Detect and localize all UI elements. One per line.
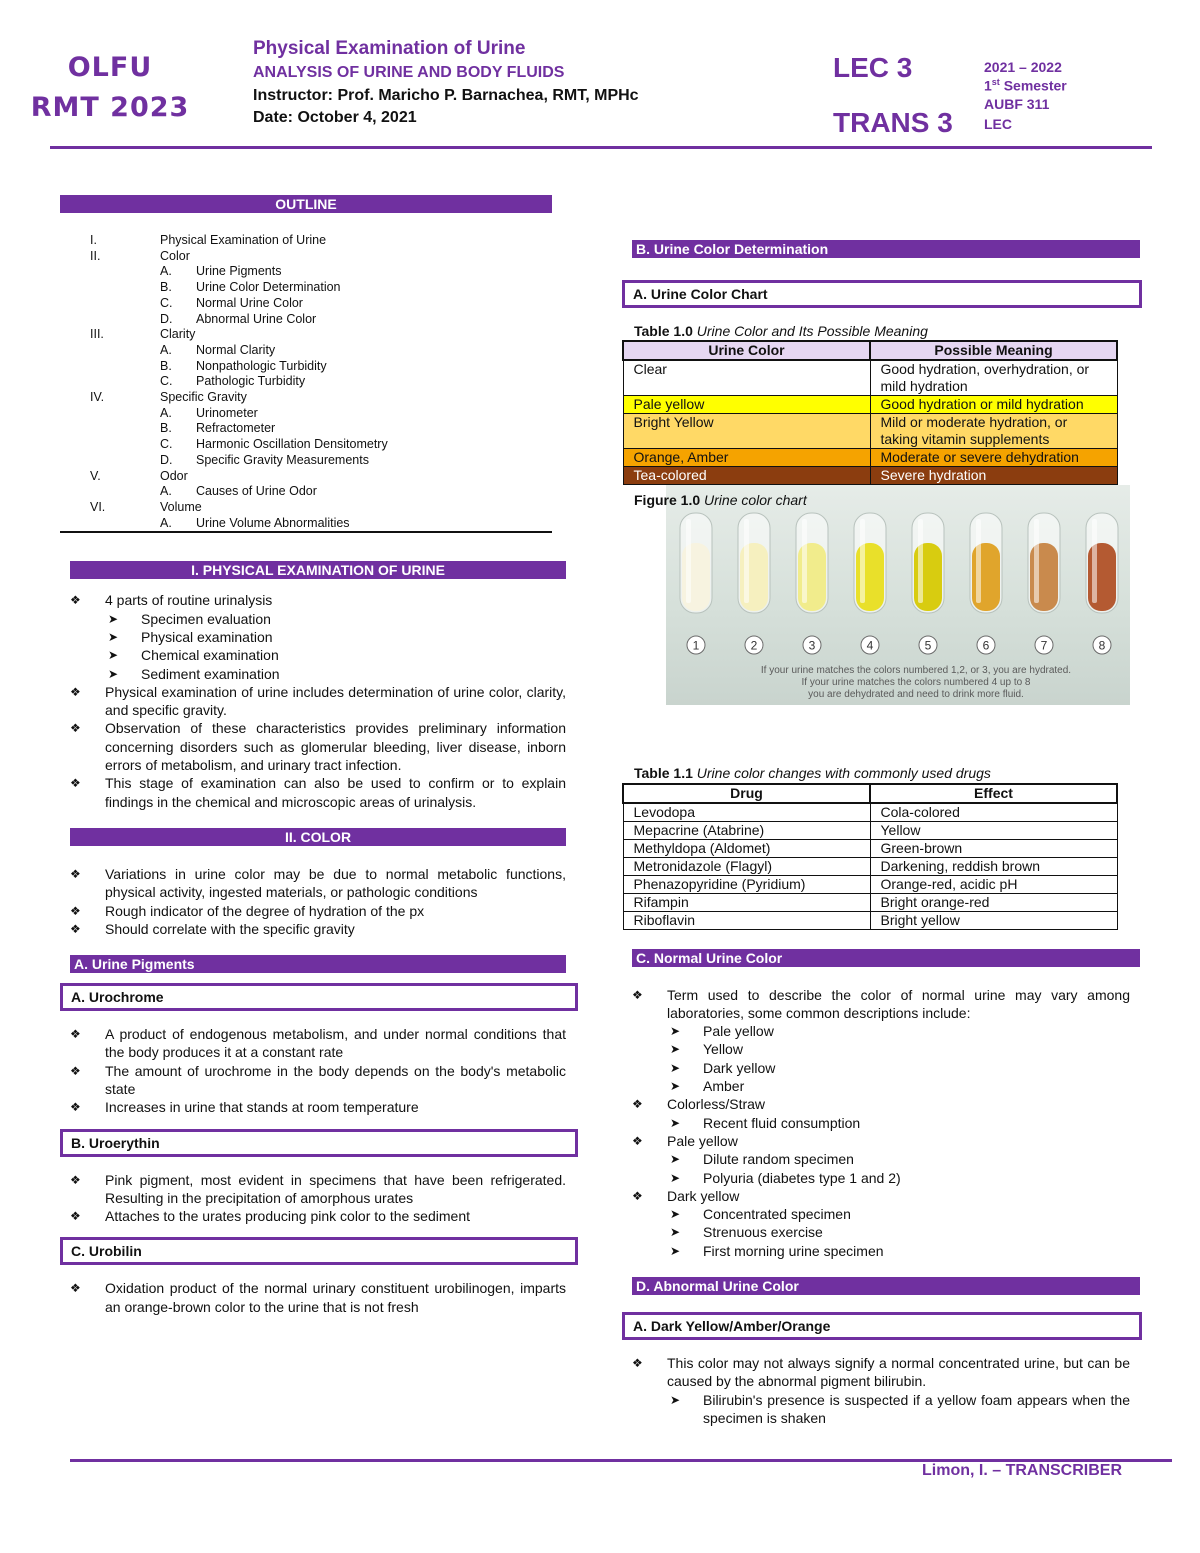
outline-subitem	[90, 406, 552, 422]
tube-number: 8	[1098, 638, 1106, 653]
outline-subitem-label: Harmonic Oscillation Densitometry	[196, 437, 388, 452]
table-cell-effect: Orange-red, acidic pH	[870, 875, 1117, 893]
table-cell-drug: Phenazopyridine (Pyridium)	[623, 875, 870, 893]
table-caption-text: Urine color changes with commonly used drugs	[696, 765, 991, 782]
figure-note: you are dehydrated and need to drink more fluid.	[808, 689, 1024, 701]
sub-list	[667, 1114, 1130, 1132]
table-cell-effect: Cola-colored	[870, 803, 1117, 822]
outline-subitem	[90, 264, 552, 280]
course-code: AUBF 311	[984, 96, 1050, 112]
table-caption	[634, 322, 1142, 340]
outline-block	[60, 233, 552, 533]
tube-number: 4	[866, 638, 874, 653]
outline-subitem	[90, 296, 552, 312]
outline-subitem-letter: A.	[160, 515, 172, 530]
sub-list	[667, 1205, 1130, 1260]
list-item: ➤ Sediment examination	[105, 665, 566, 683]
table-caption	[634, 764, 1142, 782]
school-year: 2021 – 2022	[984, 59, 1062, 75]
subject-title: ANALYSIS OF URINE AND BODY FLUIDS	[253, 64, 565, 81]
urine-color-table	[622, 340, 1118, 485]
figure-caption-text: Urine color chart	[704, 492, 807, 509]
list-item-text: 4 parts of routine urinalysis	[105, 592, 273, 609]
table-row	[623, 893, 1117, 911]
outline-subitem	[90, 421, 552, 437]
outline-subitem-letter: C.	[160, 437, 173, 452]
list-item: ❖ Should correlate with the specific gravity	[60, 920, 566, 938]
urine-color-chart-image	[666, 485, 1130, 705]
outline-subitem-letter: A.	[160, 405, 172, 420]
list-item: ➤ Polyuria (diabetes type 1 and 2)	[667, 1169, 1130, 1187]
outline-item-number: V.	[90, 468, 101, 483]
tube-number: 7	[1040, 638, 1048, 653]
color-bullets	[60, 865, 566, 938]
outline-subitem	[90, 374, 552, 390]
table-row	[623, 839, 1117, 857]
list-item: ❖ Observation of these characteristics provides preliminary information concerning disorders such as glomerular bleeding, liver disease, inborn errors of metabolism, and urinary tract infection.	[60, 719, 566, 774]
tube-highlight	[1034, 519, 1039, 603]
outline-subitem-label: Causes of Urine Odor	[196, 484, 317, 499]
list-item	[622, 1187, 1130, 1260]
list-item: ➤ Pale yellow	[667, 1022, 1130, 1040]
outline-subitem	[90, 484, 552, 500]
outline-subitem	[90, 359, 552, 375]
tube-number: 2	[750, 638, 758, 653]
outline-subitem-label: Pathologic Turbidity	[196, 374, 306, 389]
urobilin-bullets	[60, 1279, 566, 1316]
outline-heading: OUTLINE	[60, 195, 552, 213]
outline-subitem	[90, 343, 552, 359]
list-item: ❖ Variations in urine color may be due to normal metabolic functions, physical activity, ingested materials, or pathologic conditions	[60, 865, 566, 902]
header-divider	[50, 146, 1152, 149]
batch-label: RMT 2023	[30, 92, 190, 123]
outline-subitem-label: Urine Pigments	[196, 264, 282, 279]
tube-highlight	[686, 519, 691, 603]
tube-highlight	[744, 519, 749, 603]
table-cell-color: Tea-colored	[623, 467, 870, 485]
outline-item-label: Color	[160, 248, 190, 263]
outline-item	[90, 249, 552, 265]
section-heading-normal-color: C. Normal Urine Color	[632, 949, 1140, 967]
outline-item-number: II.	[90, 248, 101, 263]
table-cell-drug: Mepacrine (Atabrine)	[623, 821, 870, 839]
list-item	[622, 1354, 1130, 1427]
section-heading-color: II. COLOR	[70, 828, 566, 846]
urine-color-table-body	[623, 360, 1117, 485]
tube-highlight	[860, 519, 865, 603]
table-cell-meaning: Moderate or severe dehydration	[870, 449, 1117, 467]
table-header: Urine Color	[623, 341, 870, 360]
list-item-text: This color may not always signify a normal concentrated urine, but can be caused by the abnormal pigment bilirubin.	[667, 1355, 1130, 1390]
course-type: LEC	[984, 116, 1012, 132]
outline-subitem-letter: C.	[160, 374, 173, 389]
outline-subitem-letter: B.	[160, 421, 172, 436]
section-heading-color-determination: B. Urine Color Determination	[632, 240, 1140, 258]
list-item: ➤ Dilute random specimen	[667, 1150, 1130, 1168]
list-item: ➤ Specimen evaluation	[105, 610, 566, 628]
routine-parts-list	[105, 610, 566, 683]
table-cell-drug: Levodopa	[623, 803, 870, 822]
table-row	[623, 360, 1117, 396]
outline-item	[90, 327, 552, 343]
table-row	[623, 396, 1117, 414]
outline-subitem-label: Normal Urine Color	[196, 295, 303, 310]
list-item-text: Dark yellow	[667, 1187, 740, 1204]
outline-subitem-letter: C.	[160, 295, 173, 310]
semester-number: 1	[984, 77, 992, 94]
outline-subitem-letter: A.	[160, 264, 172, 279]
table-header-row	[623, 341, 1117, 360]
section-heading-abnormal-color: D. Abnormal Urine Color	[632, 1277, 1140, 1295]
outline-subitem-label: Normal Clarity	[196, 342, 276, 357]
list-item: ❖ Physical examination of urine includes determination of urine color, clarity, and specific gravity.	[60, 683, 566, 720]
list-item: ❖ A product of endogenous metabolism, and under normal conditions that the body produces it at a constant rate	[60, 1025, 566, 1062]
table-cell-drug: Riboflavin	[623, 911, 870, 929]
table-cell-meaning: Good hydration or mild hydration	[870, 396, 1117, 414]
table-header-row	[623, 784, 1117, 803]
outline-subitem-label: Urine Color Determination	[196, 280, 341, 295]
figure-note: If your urine matches the colors numbered 4 up to 8	[801, 677, 1031, 689]
figure-caption-label: Figure 1.0	[634, 492, 701, 509]
table-row	[623, 467, 1117, 485]
outline-item-label: Volume	[160, 499, 202, 514]
outline-subitem-label: Nonpathologic Turbidity	[196, 358, 327, 373]
table-cell-meaning: Mild or moderate hydration, or taking vitamin supplements	[870, 414, 1117, 449]
outline-subitem	[90, 453, 552, 469]
list-item: ➤ Amber	[667, 1077, 1130, 1095]
list-item: ➤ Yellow	[667, 1040, 1130, 1058]
pigment-heading-urobilin: C. Urobilin	[60, 1237, 578, 1265]
abnormal-color-bullets	[622, 1354, 1130, 1427]
table-row	[623, 875, 1117, 893]
outline-item-number: I.	[90, 233, 97, 247]
table-header: Possible Meaning	[870, 341, 1117, 360]
outline-subitem-letter: B.	[160, 358, 172, 373]
list-item: ➤ Concentrated specimen	[667, 1205, 1130, 1223]
instructor-line: Instructor: Prof. Maricho P. Barnachea, RMT, MPHc	[253, 87, 639, 104]
figure-note: If your urine matches the colors numbered 1,2, or 3, you are hydrated.	[760, 665, 1072, 677]
outline-subitem	[90, 280, 552, 296]
outline-item-number: IV.	[90, 390, 105, 405]
right-column	[622, 240, 1142, 1427]
table-caption-label: Table 1.1	[634, 765, 693, 782]
list-item: ➤ First morning urine specimen	[667, 1242, 1130, 1260]
urine-color-figure	[622, 485, 1142, 710]
outline-subitem-letter: B.	[160, 280, 172, 295]
outline-subitem-letter: A.	[160, 484, 172, 499]
left-column	[60, 195, 578, 1316]
tube-number: 1	[692, 638, 700, 653]
list-item: ➤ Bilirubin's presence is suspected if a yellow foam appears when the specimen is shaken	[667, 1391, 1130, 1428]
table-cell-color: Bright Yellow	[623, 414, 870, 449]
table-cell-color: Clear	[623, 360, 870, 396]
urochrome-bullets	[60, 1025, 566, 1116]
table-cell-color: Pale yellow	[623, 396, 870, 414]
school-logo-text: OLFU	[67, 52, 153, 83]
list-item-text: Term used to describe the color of normal urine may vary among laboratories, some common descriptions include:	[667, 986, 1130, 1021]
outline-subitem-label: Specific Gravity Measurements	[196, 452, 369, 467]
physical-exam-bullets	[60, 591, 566, 811]
trans-number: TRANS 3	[833, 107, 953, 138]
table-cell-effect: Bright orange-red	[870, 893, 1117, 911]
list-item: ➤ Physical examination	[105, 628, 566, 646]
table-cell-color: Orange, Amber	[623, 449, 870, 467]
outline-subitem	[90, 312, 552, 328]
outline-item	[90, 500, 552, 516]
list-item-text: Pale yellow	[667, 1132, 738, 1149]
table-cell-effect: Yellow	[870, 821, 1117, 839]
table-cell-meaning: Severe hydration	[870, 467, 1117, 485]
pigment-heading-uroerythin: B. Uroerythin	[60, 1129, 578, 1157]
sub-list	[667, 1150, 1130, 1187]
tube-highlight	[918, 519, 923, 603]
outline-subitem-label: Urinometer	[196, 405, 258, 420]
tube-number: 3	[808, 638, 816, 653]
tube-number: 6	[982, 638, 990, 653]
table-cell-drug: Methyldopa (Aldomet)	[623, 839, 870, 857]
list-item: ➤ Recent fluid consumption	[667, 1114, 1130, 1132]
table-header: Drug	[623, 784, 870, 803]
outline-item	[90, 469, 552, 485]
normal-color-bullets	[622, 986, 1130, 1260]
semester-suffix: st	[991, 77, 1000, 87]
table-cell-effect: Darkening, reddish brown	[870, 857, 1117, 875]
document-title: Physical Examination of Urine	[253, 38, 526, 59]
outline-item-label: Physical Examination of Urine	[160, 233, 327, 247]
list-item	[622, 1132, 1130, 1187]
list-item	[60, 591, 566, 682]
semester-word: Semester	[999, 77, 1067, 94]
normal-color-descriptions	[667, 1022, 1130, 1095]
list-item: ❖ Oxidation product of the normal urinary constituent urobilinogen, imparts an orange-brown color to the urine that is not fresh	[60, 1279, 566, 1316]
outline-subitem-letter: A.	[160, 342, 172, 357]
list-item: ❖ The amount of urochrome in the body depends on the body's metabolic state	[60, 1062, 566, 1099]
table-row	[623, 414, 1117, 449]
table-row	[623, 803, 1117, 822]
transcriber-credit: Limon, I. – TRANSCRIBER	[922, 1462, 1123, 1479]
table-cell-effect: Bright yellow	[870, 911, 1117, 929]
list-item	[622, 986, 1130, 1096]
table-caption-label: Table 1.0	[634, 323, 693, 339]
outline-subitem-label: Abnormal Urine Color	[196, 311, 317, 326]
outline-subitem-letter: D.	[160, 311, 173, 326]
table-row	[623, 821, 1117, 839]
list-item: ➤ Dark yellow	[667, 1059, 1130, 1077]
outline-subitem	[90, 516, 552, 532]
outline-item-label: Specific Gravity	[160, 390, 247, 405]
uroerythin-bullets	[60, 1171, 566, 1226]
table-header: Effect	[870, 784, 1117, 803]
tube-highlight	[976, 519, 981, 603]
outline-subitem-label: Refractometer	[196, 421, 276, 436]
pigment-heading-urochrome: A. Urochrome	[60, 983, 578, 1011]
outline-item-label: Clarity	[160, 327, 196, 342]
table-row	[623, 857, 1117, 875]
list-item: ❖ Attaches to the urates producing pink color to the sediment	[60, 1207, 566, 1225]
list-item: ❖ This stage of examination can also be used to confirm or to explain findings in the chemical and microscopic areas of urinalysis.	[60, 774, 566, 811]
outline-item	[90, 233, 552, 249]
tube-highlight	[1092, 519, 1097, 603]
drug-color-table	[622, 783, 1118, 930]
sub-list	[667, 1391, 1130, 1428]
table-caption-text: Urine Color and Its Possible Meaning	[696, 323, 928, 339]
list-item: ❖ Increases in urine that stands at room temperature	[60, 1098, 566, 1116]
color-chart-heading: A. Urine Color Chart	[622, 280, 1142, 308]
outline-item-number: III.	[90, 327, 104, 342]
lecture-number: LEC 3	[833, 52, 913, 83]
outline-list	[60, 233, 552, 531]
table-cell-meaning: Good hydration, overhydration, or mild hydration	[870, 360, 1117, 396]
outline-subitem-letter: D.	[160, 452, 173, 467]
table-cell-effect: Green-brown	[870, 839, 1117, 857]
list-item-text: Colorless/Straw	[667, 1096, 766, 1113]
table-cell-drug: Rifampin	[623, 893, 870, 911]
date-line: Date: October 4, 2021	[253, 109, 417, 126]
drug-color-table-body	[623, 803, 1117, 930]
list-item: ❖ Rough indicator of the degree of hydration of the px	[60, 902, 566, 920]
list-item: ❖ Pink pigment, most evident in specimens that have been refrigerated. Resulting in the precipitation of amorphous urates	[60, 1171, 566, 1208]
list-item: ➤ Chemical examination	[105, 646, 566, 664]
semester	[984, 77, 1067, 94]
table-row	[623, 449, 1117, 467]
tube-number: 5	[924, 638, 932, 653]
outline-item-label: Odor	[160, 468, 188, 483]
outline-item-number: VI.	[90, 499, 106, 514]
table-cell-drug: Metronidazole (Flagyl)	[623, 857, 870, 875]
abnormal-color-subheading: A. Dark Yellow/Amber/Orange	[622, 1312, 1142, 1340]
tube-highlight	[802, 519, 807, 603]
list-item	[622, 1095, 1130, 1132]
section-heading-physical-exam: I. PHYSICAL EXAMINATION OF URINE	[70, 561, 566, 579]
outline-subitem-label: Urine Volume Abnormalities	[196, 515, 350, 530]
list-item: ➤ Strenuous exercise	[667, 1223, 1130, 1241]
table-row	[623, 911, 1117, 929]
figure-caption	[634, 491, 807, 509]
outline-subitem	[90, 437, 552, 453]
subsection-heading-pigments: A. Urine Pigments	[70, 955, 566, 973]
outline-item	[90, 390, 552, 406]
